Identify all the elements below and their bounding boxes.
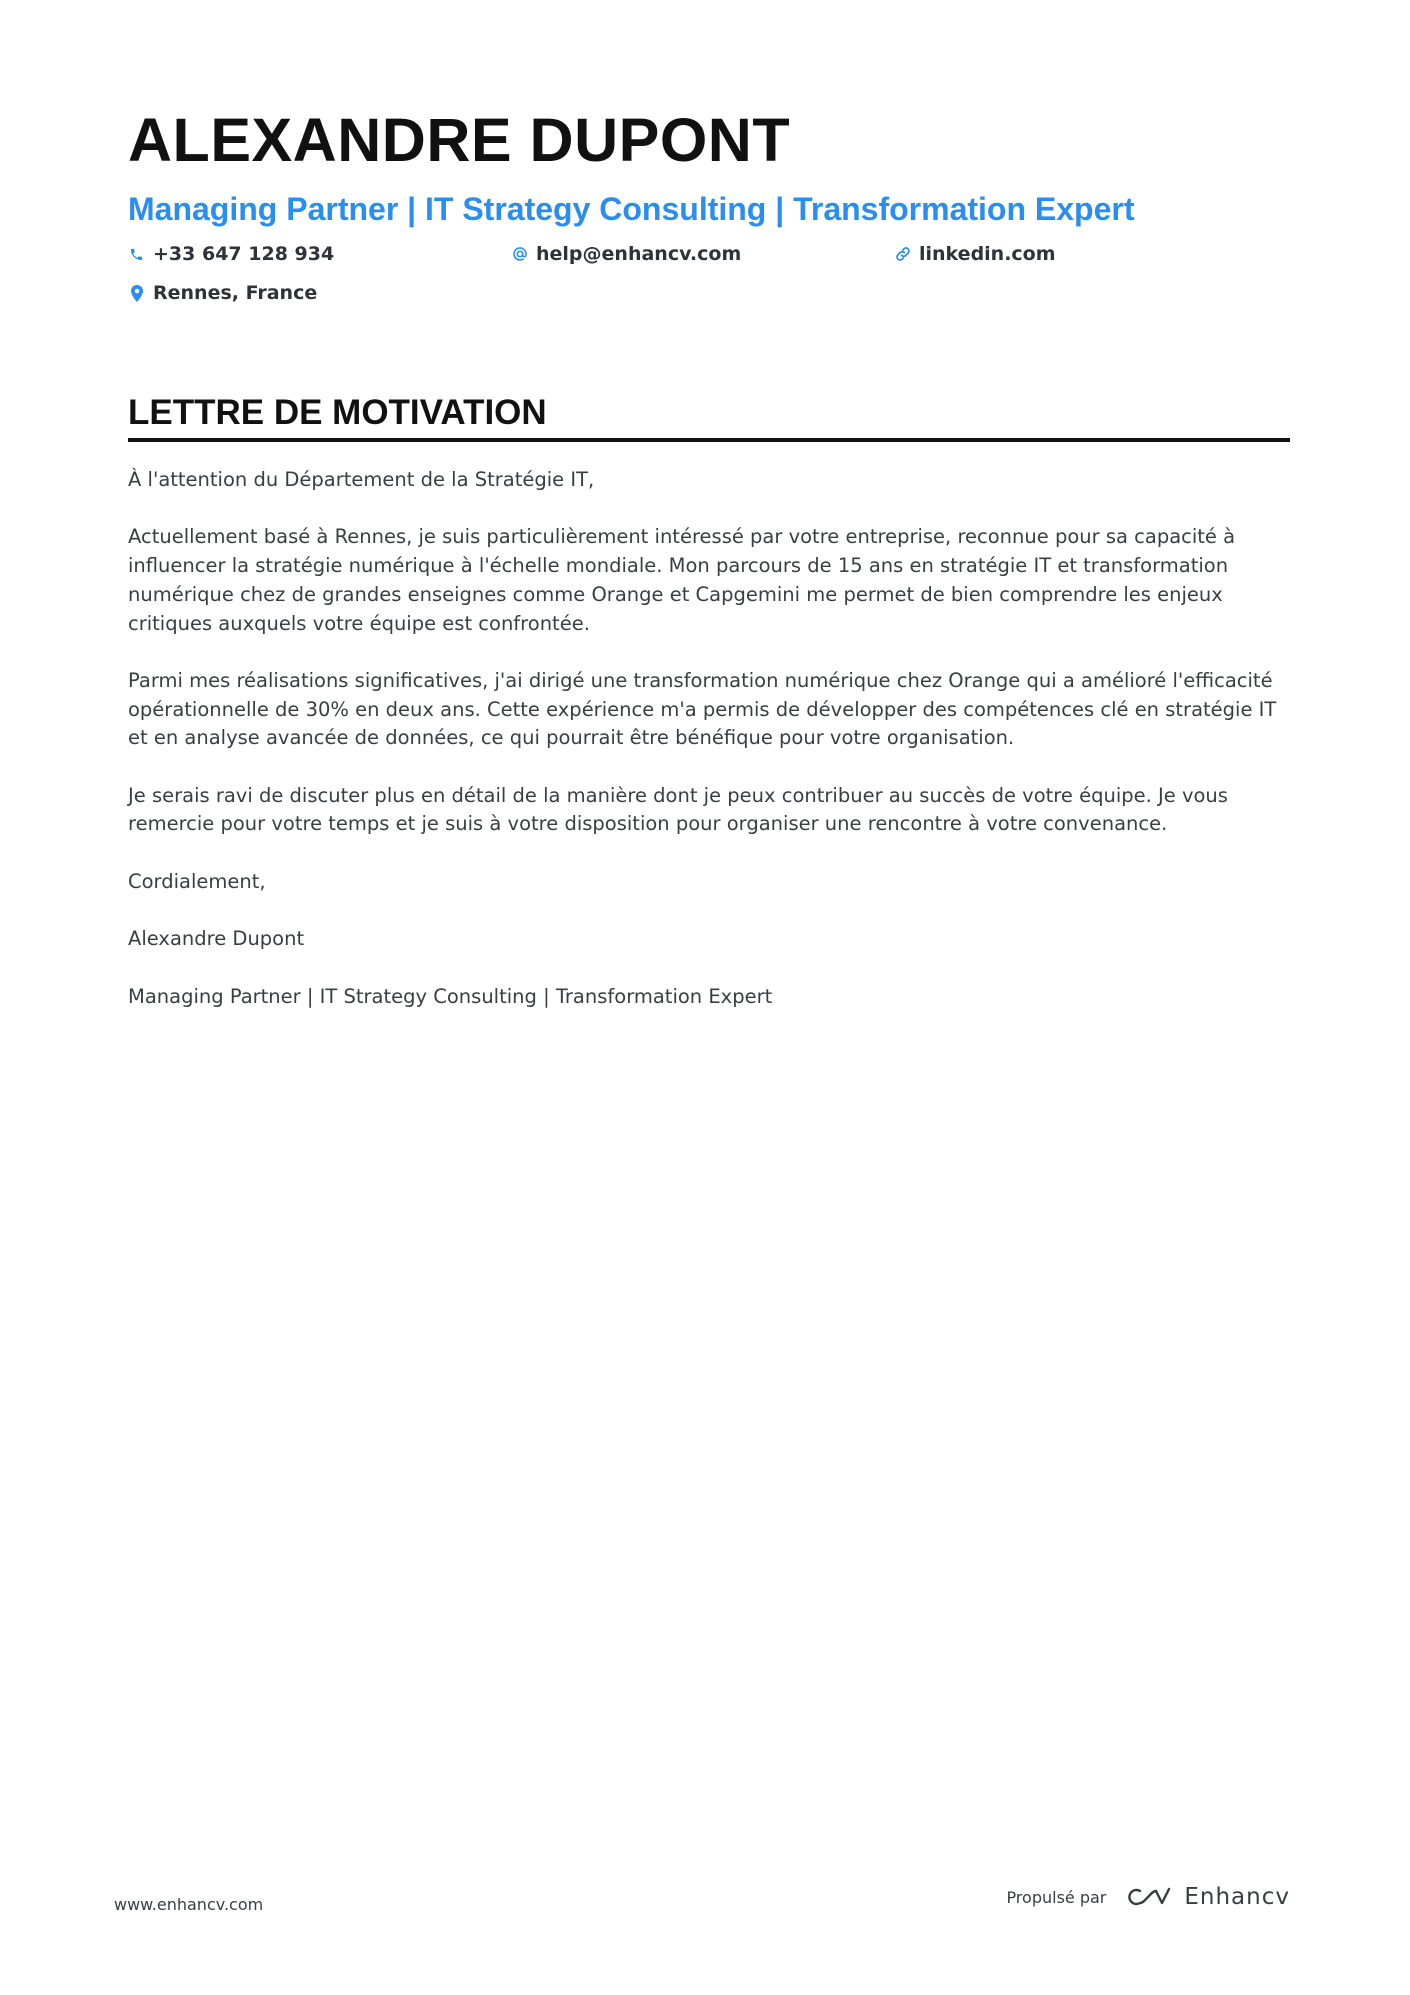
footer-branding [1006, 1884, 1290, 1910]
enhancv-logo-icon [1126, 1884, 1172, 1910]
location-value: Rennes, France [153, 282, 318, 304]
signature-title: Managing Partner | IT Strategy Consulting | Transformation Expert [128, 984, 773, 1008]
candidate-title: Managing Partner | IT Strategy Consulting | Transformation Expert [128, 191, 1135, 227]
candidate-name: ALEXANDRE DUPONT [128, 106, 791, 174]
contact-link [894, 243, 1056, 265]
section-divider [128, 438, 1290, 442]
link-value[interactable]: linkedin.com [919, 243, 1056, 265]
location-pin-icon [128, 285, 145, 302]
contact-email [511, 243, 741, 265]
letter-body [128, 466, 1290, 1040]
signature-name: Alexandre Dupont [128, 927, 305, 951]
letter-paragraph: Je serais ravi de discuter plus en détail de la manière dont je peux contribuer au succès de votre équipe. Je vous remercie pour votre temps et je suis à votre disposition pour organiser une rencontre à votre convenance. [128, 783, 1228, 836]
phone-value: +33 647 128 934 [153, 243, 335, 265]
link-icon [894, 246, 911, 263]
letter-paragraph: Parmi mes réalisations significatives, j'ai dirigé une transformation numérique chez Orange qui a amélioré l'efficacité opérationnelle de 30% en deux ans. Cette expérience m'a permis de développer des compétences clé en stratégie IT et en analyse avancée de données, ce qui pourrait être bénéfique pour votre organisation. [128, 668, 1277, 750]
phone-icon [128, 246, 145, 263]
section-title: LETTRE DE MOTIVATION [128, 393, 547, 432]
powered-by-label: Propulsé par [1006, 1887, 1107, 1907]
letter-salutation: À l'attention du Département de la Stratégie IT, [128, 468, 595, 491]
email-value[interactable]: help@enhancv.com [536, 243, 742, 265]
letter-closing: Cordialement, [128, 869, 266, 893]
brand-name[interactable]: Enhancv [1184, 1884, 1290, 1910]
footer-website[interactable]: www.enhancv.com [114, 1895, 264, 1914]
contact-phone [128, 243, 334, 265]
contact-location [128, 282, 317, 304]
at-icon [511, 246, 528, 263]
letter-paragraph: Actuellement basé à Rennes, je suis particulièrement intéressé par votre entreprise, reconnue pour sa capacité à influencer la stratégie numérique à l'échelle mondiale. Mon parcours de 15 ans en stratégie IT et transformation numérique chez de grandes enseignes comme Orange et Capgemini me permet de bien comprendre les enjeux critiques auxquels votre équipe est confrontée. [128, 525, 1236, 635]
